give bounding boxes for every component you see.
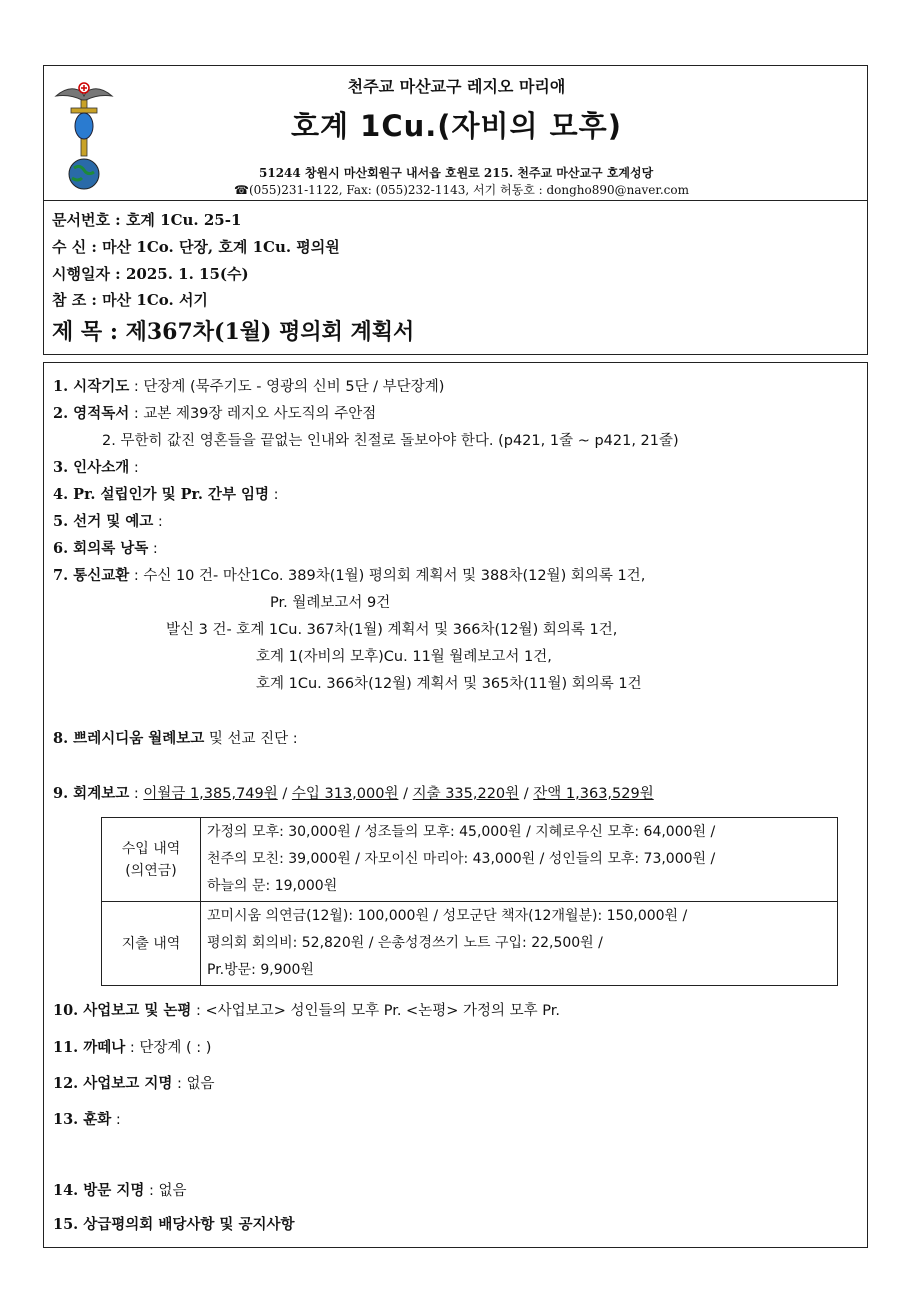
agenda-item-10: 10. 사업보고 및 논평 : <사업보고> 성인들의 모후 Pr. <논평> 가정의 모후 Pr. [53, 1002, 560, 1019]
accounts-table [101, 817, 838, 986]
reference: 참 조 : 마산 1Co. 서기 [52, 291, 208, 309]
agenda-item-5: 5. 선거 및 예고 : [53, 513, 163, 530]
address: 51244 창원시 마산회원구 내서읍 호원로 215. 천주교 마산교구 호계성당 [259, 166, 654, 180]
agenda-item-12: 12. 사업보고 지명 : 없음 [53, 1075, 215, 1092]
subject: 제 목 : 제367차(1월) 평의회 계획서 [52, 319, 415, 345]
agenda-item-13: 13. 훈화 : [53, 1111, 121, 1128]
issue-date: 시행일자 : 2025. 1. 15(수) [52, 265, 249, 283]
received-detail: Pr. 월례보고서 9건 [270, 595, 391, 611]
income-label: 수입 내역 (의연금) [102, 818, 201, 902]
agenda-item-11: 11. 까떼나 : 단장계 ( : ) [53, 1039, 212, 1056]
curia-title: 호계 1Cu.(자비의 모후) [291, 109, 622, 143]
agenda-item-8: 8. 쁘레시디움 월례보고 및 선교 진단 : [53, 730, 298, 747]
income-amount: 수입 313,000원 [291, 786, 399, 802]
carryover-amount: 이월금 1,385,749원 [143, 786, 278, 802]
agenda-item-4: 4. Pr. 설립인가 및 Pr. 간부 임명 : [53, 486, 279, 503]
income-details: 가정의 모후: 30,000원 / 성조들의 모후: 45,000원 / 지혜로우신 모후: 64,000원 / 천주의 모친: 39,000원 / 자모이신 마리아: 43,000원 / 성인들의 모후: 73,000원 / 하늘의 문: 19,000원 [201, 818, 838, 902]
income-row [102, 818, 838, 902]
agenda-item-3: 3. 인사소개 : [53, 459, 139, 476]
sent-line: 발신 3 건- 호계 1Cu. 367차(1월) 계획서 및 366차(12월) 회의록 1건, [166, 622, 618, 638]
agenda-item-7: 7. 통신교환 : 수신 10 건- 마산1Co. 389차(1월) 평의회 계획서 및 388차(12월) 회의록 1건, [53, 567, 646, 584]
agenda-item-6: 6. 회의록 낭독 : [53, 540, 158, 557]
reading-detail: 2. 무한히 값진 영혼들을 끝없는 인내와 친절로 돌보아야 한다. (p421, 1줄 ~ p421, 21줄) [102, 433, 679, 449]
expense-amount: 지출 335,220원 [412, 786, 520, 802]
sent-detail-2: 호계 1Cu. 366차(12월) 계획서 및 365차(11월) 회의록 1건 [256, 676, 642, 692]
agenda-item-1: 1. 시작기도 : 단장계 (묵주기도 - 영광의 신비 5단 / 부단장계) [53, 378, 445, 395]
balance-amount: 잔액 1,363,529원 [533, 786, 654, 802]
contact-info: ☎(055)231-1122, Fax: (055)232-1143, 서기 허동호 : dongho890@naver.com [234, 183, 689, 197]
diocese-name: 천주교 마산교구 레지오 마리애 [347, 77, 566, 96]
expense-label: 지출 내역 [102, 902, 201, 986]
agenda-item-15: 15. 상급평의회 배당사항 및 공지사항 [53, 1216, 295, 1233]
sent-detail-1: 호계 1(자비의 모후)Cu. 11월 월례보고서 1건, [256, 649, 552, 665]
expense-row [102, 902, 838, 986]
agenda-item-14: 14. 방문 지명 : 없음 [53, 1182, 187, 1199]
agenda-body [43, 362, 868, 1248]
agenda-item-9: 9. 회계보고 : 이월금 1,385,749원 / 수입 313,000원 / 지출 335,220원 / 잔액 1,363,529원 [53, 785, 654, 802]
expense-details: 꼬미시움 의연금(12월): 100,000원 / 성모군단 책자(12개월분): 150,000원 / 평의회 회의비: 52,820원 / 은총성경쓰기 노트 구입: 22,500원 / Pr.방문: 9,900원 [201, 902, 838, 986]
document-meta [43, 201, 868, 355]
letterhead [43, 65, 868, 201]
recipient: 수 신 : 마산 1Co. 단장, 호계 1Cu. 평의원 [52, 238, 340, 256]
doc-number: 문서번호 : 호계 1Cu. 25-1 [52, 211, 242, 229]
agenda-item-2: 2. 영적독서 : 교본 제39장 레지오 사도직의 주안점 [53, 405, 377, 422]
